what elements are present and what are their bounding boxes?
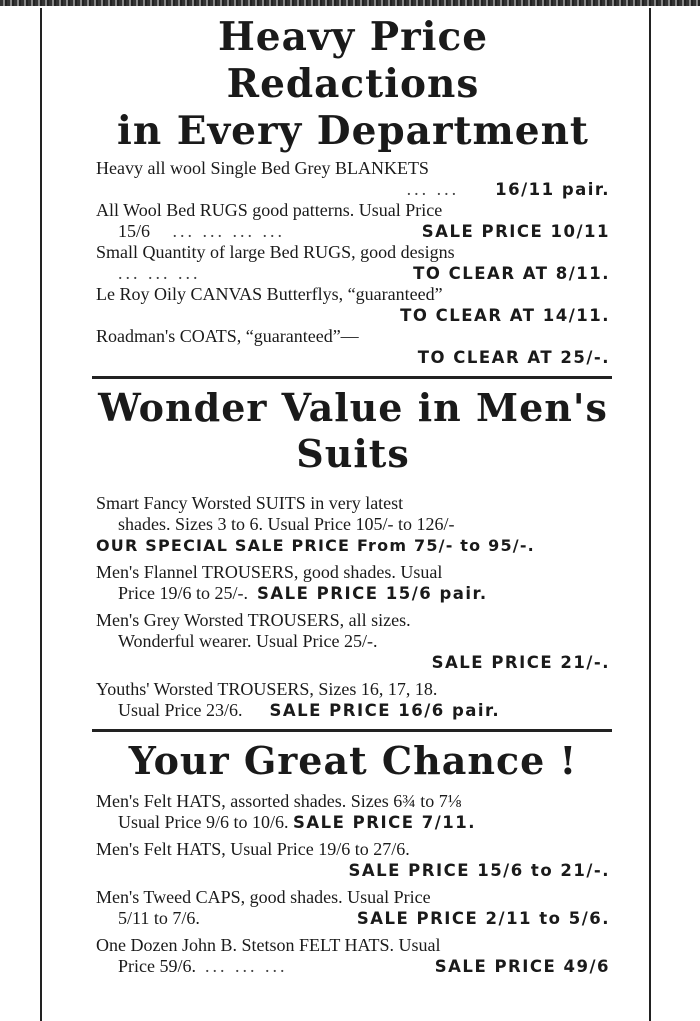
list-item bbox=[96, 562, 610, 604]
list-item bbox=[96, 242, 610, 284]
item-description: Youths' Worsted TROUSERS, Sizes 16, 17, 18. bbox=[96, 678, 438, 699]
sale-price: TO CLEAR AT 8/11. bbox=[413, 264, 610, 284]
sale-price: OUR SPECIAL SALE PRICE From 75/- to 95/-. bbox=[96, 535, 535, 555]
section-divider bbox=[92, 376, 612, 379]
page-top-border bbox=[0, 0, 700, 6]
advertisement-column bbox=[96, 14, 610, 977]
left-column-rule bbox=[40, 8, 42, 1021]
list-item bbox=[96, 679, 610, 721]
sale-price: SALE PRICE 21/-. bbox=[431, 652, 610, 672]
sale-price: TO CLEAR AT 14/11. bbox=[400, 306, 610, 326]
item-continuation: Price 59/6. bbox=[118, 956, 196, 977]
sale-price: TO CLEAR AT 25/-. bbox=[417, 348, 610, 368]
headline-line: in Every Department bbox=[117, 107, 589, 154]
list-item bbox=[96, 326, 610, 368]
item-continuation: Wonderful wearer. Usual Price 25/-. bbox=[118, 630, 378, 651]
sale-price: 16/11 pair. bbox=[495, 180, 610, 200]
item-continuation: Usual Price 23/6. bbox=[118, 699, 243, 720]
leader-dots: ... ... ... ... bbox=[172, 221, 286, 242]
leader-dots: ... ... ... bbox=[118, 263, 201, 284]
item-continuation: shades. Sizes 3 to 6. Usual Price 105/- to 126/- bbox=[118, 513, 455, 534]
item-continuation: 5/11 to 7/6. bbox=[118, 908, 200, 929]
sale-price: SALE PRICE 49/6 bbox=[434, 957, 610, 977]
sale-price: SALE PRICE 2/11 to 5/6. bbox=[356, 909, 610, 929]
item-description: Heavy all wool Single Bed Grey BLANKETS bbox=[96, 158, 429, 179]
section-divider bbox=[92, 729, 612, 732]
item-description: Le Roy Oily CANVAS Butterflys, “guaranteed” bbox=[96, 284, 443, 305]
sale-price: SALE PRICE 10/11 bbox=[421, 222, 610, 242]
headline-line: Your Great Chance ! bbox=[128, 737, 578, 783]
list-item bbox=[96, 610, 610, 673]
headline-line: Heavy Price Redactions bbox=[217, 14, 489, 107]
item-description: All Wool Bed RUGS good patterns. Usual Price bbox=[96, 200, 443, 221]
item-description: Men's Tweed CAPS, good shades. Usual Price bbox=[96, 887, 431, 908]
sale-price: SALE PRICE 7/11. bbox=[292, 813, 476, 833]
sale-price: SALE PRICE 15/6 to 21/-. bbox=[348, 861, 610, 881]
list-item bbox=[96, 935, 610, 977]
list-item bbox=[96, 284, 610, 326]
list-item bbox=[96, 791, 610, 833]
list-item bbox=[96, 158, 610, 200]
sale-price: SALE PRICE 15/6 pair. bbox=[256, 583, 488, 603]
item-description: Roadman's COATS, “guaranteed”— bbox=[96, 326, 359, 347]
section-great-chance bbox=[96, 738, 610, 978]
item-description: Men's Flannel TROUSERS, good shades. Usual bbox=[96, 561, 443, 582]
section-price-reductions bbox=[96, 14, 610, 368]
sale-price: SALE PRICE 16/6 pair. bbox=[269, 700, 501, 720]
leader-dots: ... ... ... bbox=[205, 956, 288, 977]
section-mens-suits bbox=[96, 385, 610, 720]
item-description: Smart Fancy Worsted SUITS in very latest bbox=[96, 492, 404, 513]
headline-line: Suits bbox=[296, 430, 410, 476]
item-description: Men's Felt HATS, assorted shades. Sizes 6¾ to 7⅛ bbox=[96, 791, 462, 812]
item-continuation: Price 19/6 to 25/-. bbox=[118, 582, 248, 603]
headline-line: Wonder Value in Men's bbox=[98, 385, 608, 431]
item-continuation: Usual Price 9/6 to 10/6. bbox=[118, 812, 289, 833]
item-continuation: 15/6 bbox=[118, 221, 151, 242]
item-description: Men's Felt HATS, Usual Price 19/6 to 27/6. bbox=[96, 839, 410, 860]
leader-dots: ... ... bbox=[406, 179, 460, 200]
item-description: Small Quantity of large Bed RUGS, good designs bbox=[96, 242, 455, 263]
item-description: One Dozen John B. Stetson FELT HATS. Usual bbox=[96, 935, 441, 956]
list-item bbox=[96, 887, 610, 929]
list-item bbox=[96, 493, 610, 556]
right-column-rule bbox=[649, 8, 651, 1021]
list-item bbox=[96, 200, 610, 242]
list-item bbox=[96, 839, 610, 881]
item-description: Men's Grey Worsted TROUSERS, all sizes. bbox=[96, 609, 411, 630]
